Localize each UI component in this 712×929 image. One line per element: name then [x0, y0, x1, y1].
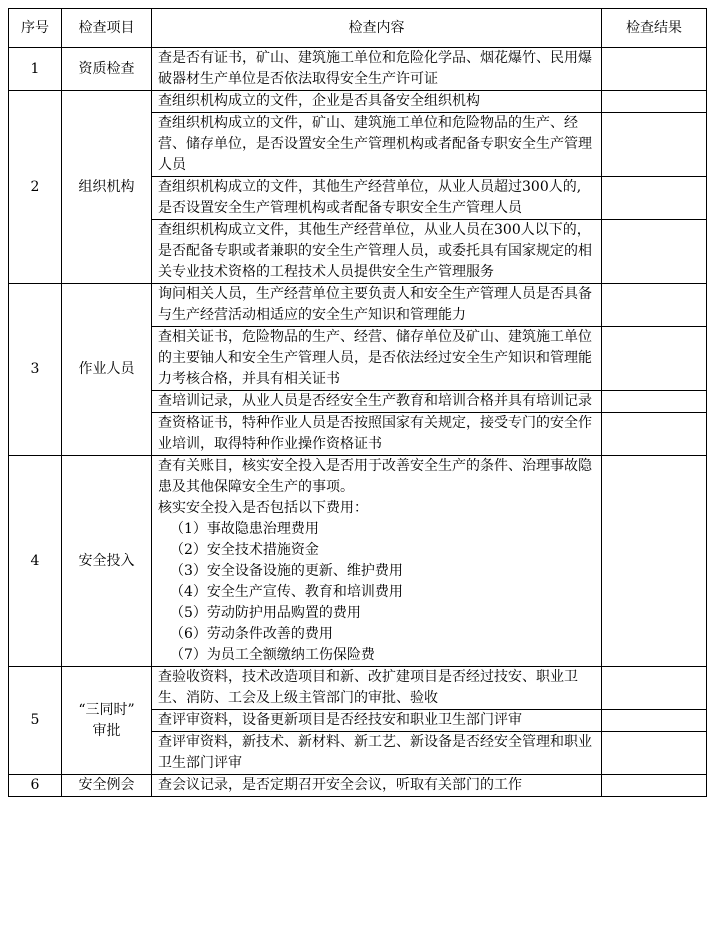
result-cell[interactable] [602, 413, 707, 456]
result-cell[interactable] [602, 284, 707, 327]
inspection-item-label: 安全投入 [78, 552, 135, 569]
content-list-item: （6）劳动条件改善的费用 [170, 626, 333, 642]
inspection-content [152, 413, 602, 456]
content-text: 查培训记录，从业人员是否经安全生产教育和培训合格并具有培训记录 [158, 393, 592, 409]
content-text: 查验收资料，技术改造项目和新、改扩建项目是否经过技安、职业卫生、消防、工会及上级主管部门的审批、验收 [158, 669, 578, 706]
inspection-item-label: 审批 [92, 722, 121, 739]
content-list-item: （4）安全生产宣传、教育和培训费用 [170, 584, 403, 600]
inspection-content [152, 775, 602, 797]
header-item: 检查项目 [62, 9, 152, 48]
table-row [9, 284, 707, 327]
row-number: 5 [9, 667, 62, 775]
inspection-item [62, 91, 152, 284]
header-no: 序号 [9, 9, 62, 48]
header-result: 检查结果 [602, 9, 707, 48]
result-cell[interactable] [602, 732, 707, 775]
inspection-content [152, 113, 602, 177]
inspection-content [152, 48, 602, 91]
row-number: 3 [9, 284, 62, 456]
inspection-table [8, 8, 707, 797]
table-body [9, 48, 707, 797]
inspection-content [152, 327, 602, 391]
result-cell[interactable] [602, 710, 707, 732]
content-list-item: （1）事故隐患治理费用 [170, 521, 319, 537]
content-text: 查评审资料，设备更新项目是否经技安和职业卫生部门评审 [158, 712, 522, 728]
result-cell[interactable] [602, 113, 707, 177]
result-cell[interactable] [602, 456, 707, 667]
inspection-content [152, 667, 602, 710]
result-cell[interactable] [602, 391, 707, 413]
inspection-item [62, 48, 152, 91]
content-text: 查组织机构成立的文件，企业是否具备安全组织机构 [158, 93, 480, 109]
content-text: 查评审资料，新技术、新材料、新工艺、新设备是否经安全管理和职业卫生部门评审 [158, 734, 592, 771]
inspection-item [62, 456, 152, 667]
inspection-item [62, 667, 152, 775]
table-row [9, 775, 707, 797]
content-text: 查资格证书，特种作业人员是否按照国家有关规定，接受专门的安全作业培训，取得特种作业操作资格证书 [158, 415, 592, 452]
table-row [9, 456, 707, 667]
inspection-content [152, 456, 602, 667]
inspection-item [62, 284, 152, 456]
result-cell[interactable] [602, 327, 707, 391]
inspection-item-label: 资质检查 [78, 60, 135, 77]
inspection-content [152, 732, 602, 775]
content-list-item: （2）安全技术措施资金 [170, 542, 319, 558]
inspection-content [152, 91, 602, 113]
table-row [9, 48, 707, 91]
row-number: 6 [9, 775, 62, 797]
content-text: 查组织机构成立的文件，矿山、建筑施工单位和危险物品的生产、经营、储存单位，是否设置安全生产管理机构或者配备专职安全生产管理人员 [158, 115, 592, 173]
content-list-item: （5）劳动防护用品购置的费用 [170, 605, 361, 621]
content-text: 询问相关人员，生产经营单位主要负责人和安全生产管理人员是否具备与生产经营活动相适应的安全生产知识和管理能力 [158, 286, 592, 323]
inspection-item [62, 775, 152, 797]
content-list-item: （7）为员工全额缴纳工伤保险费 [170, 647, 375, 663]
inspection-item-label: 安全例会 [78, 777, 135, 793]
content-text: 查组织机构成立的文件，其他生产经营单位，从业人员超过300人的,是否设置安全生产管理机构或者配备专职安全生产管理人员 [158, 179, 582, 216]
table-row [9, 667, 707, 710]
inspection-item-label: 组织机构 [78, 178, 135, 195]
inspection-content [152, 220, 602, 284]
inspection-content [152, 177, 602, 220]
inspection-content [152, 284, 602, 327]
result-cell[interactable] [602, 667, 707, 710]
header-content: 检查内容 [152, 9, 602, 48]
result-cell[interactable] [602, 220, 707, 284]
result-cell[interactable] [602, 177, 707, 220]
content-text: 查会议记录，是否定期召开安全会议，听取有关部门的工作 [158, 777, 522, 793]
content-text: 查是否有证书，矿山、建筑施工单位和危险化学品、烟花爆竹、民用爆破器材生产单位是否依法取得安全生产许可证 [158, 50, 592, 87]
content-text: 查相关证书，危险物品的生产、经营、储存单位及矿山、建筑施工单位的主要铀人和安全生产管理人员，是否依法经过安全生产知识和管理能力考核合格，并具有相关证书 [158, 329, 592, 387]
content-text: 核实安全投入是否包括以下费用： [158, 500, 368, 516]
inspection-item-label: 作业人员 [78, 361, 135, 377]
result-cell[interactable] [602, 91, 707, 113]
inspection-item-label: “三同时” [78, 701, 135, 718]
inspection-content [152, 391, 602, 413]
content-text: 查有关账目，核实安全投入是否用于改善安全生产的条件、治理事故隐患及其他保障安全生产的事项。 [158, 458, 592, 495]
result-cell[interactable] [602, 775, 707, 797]
table-row [9, 91, 707, 113]
content-text: 查组织机构成立文件，其他生产经营单位，从业人员在300人以下的，是否配备专职或者兼职的安全生产管理人员，或委托具有国家规定的相关专业技术资格的工程技术人员提供安全生产管理服务 [158, 222, 592, 280]
result-cell[interactable] [602, 48, 707, 91]
inspection-content [152, 710, 602, 732]
row-number: 2 [9, 91, 62, 284]
row-number: 1 [9, 48, 62, 91]
header-row [9, 9, 707, 48]
content-list-item: （3）安全设备设施的更新、维护费用 [170, 563, 403, 579]
row-number: 4 [9, 456, 62, 667]
